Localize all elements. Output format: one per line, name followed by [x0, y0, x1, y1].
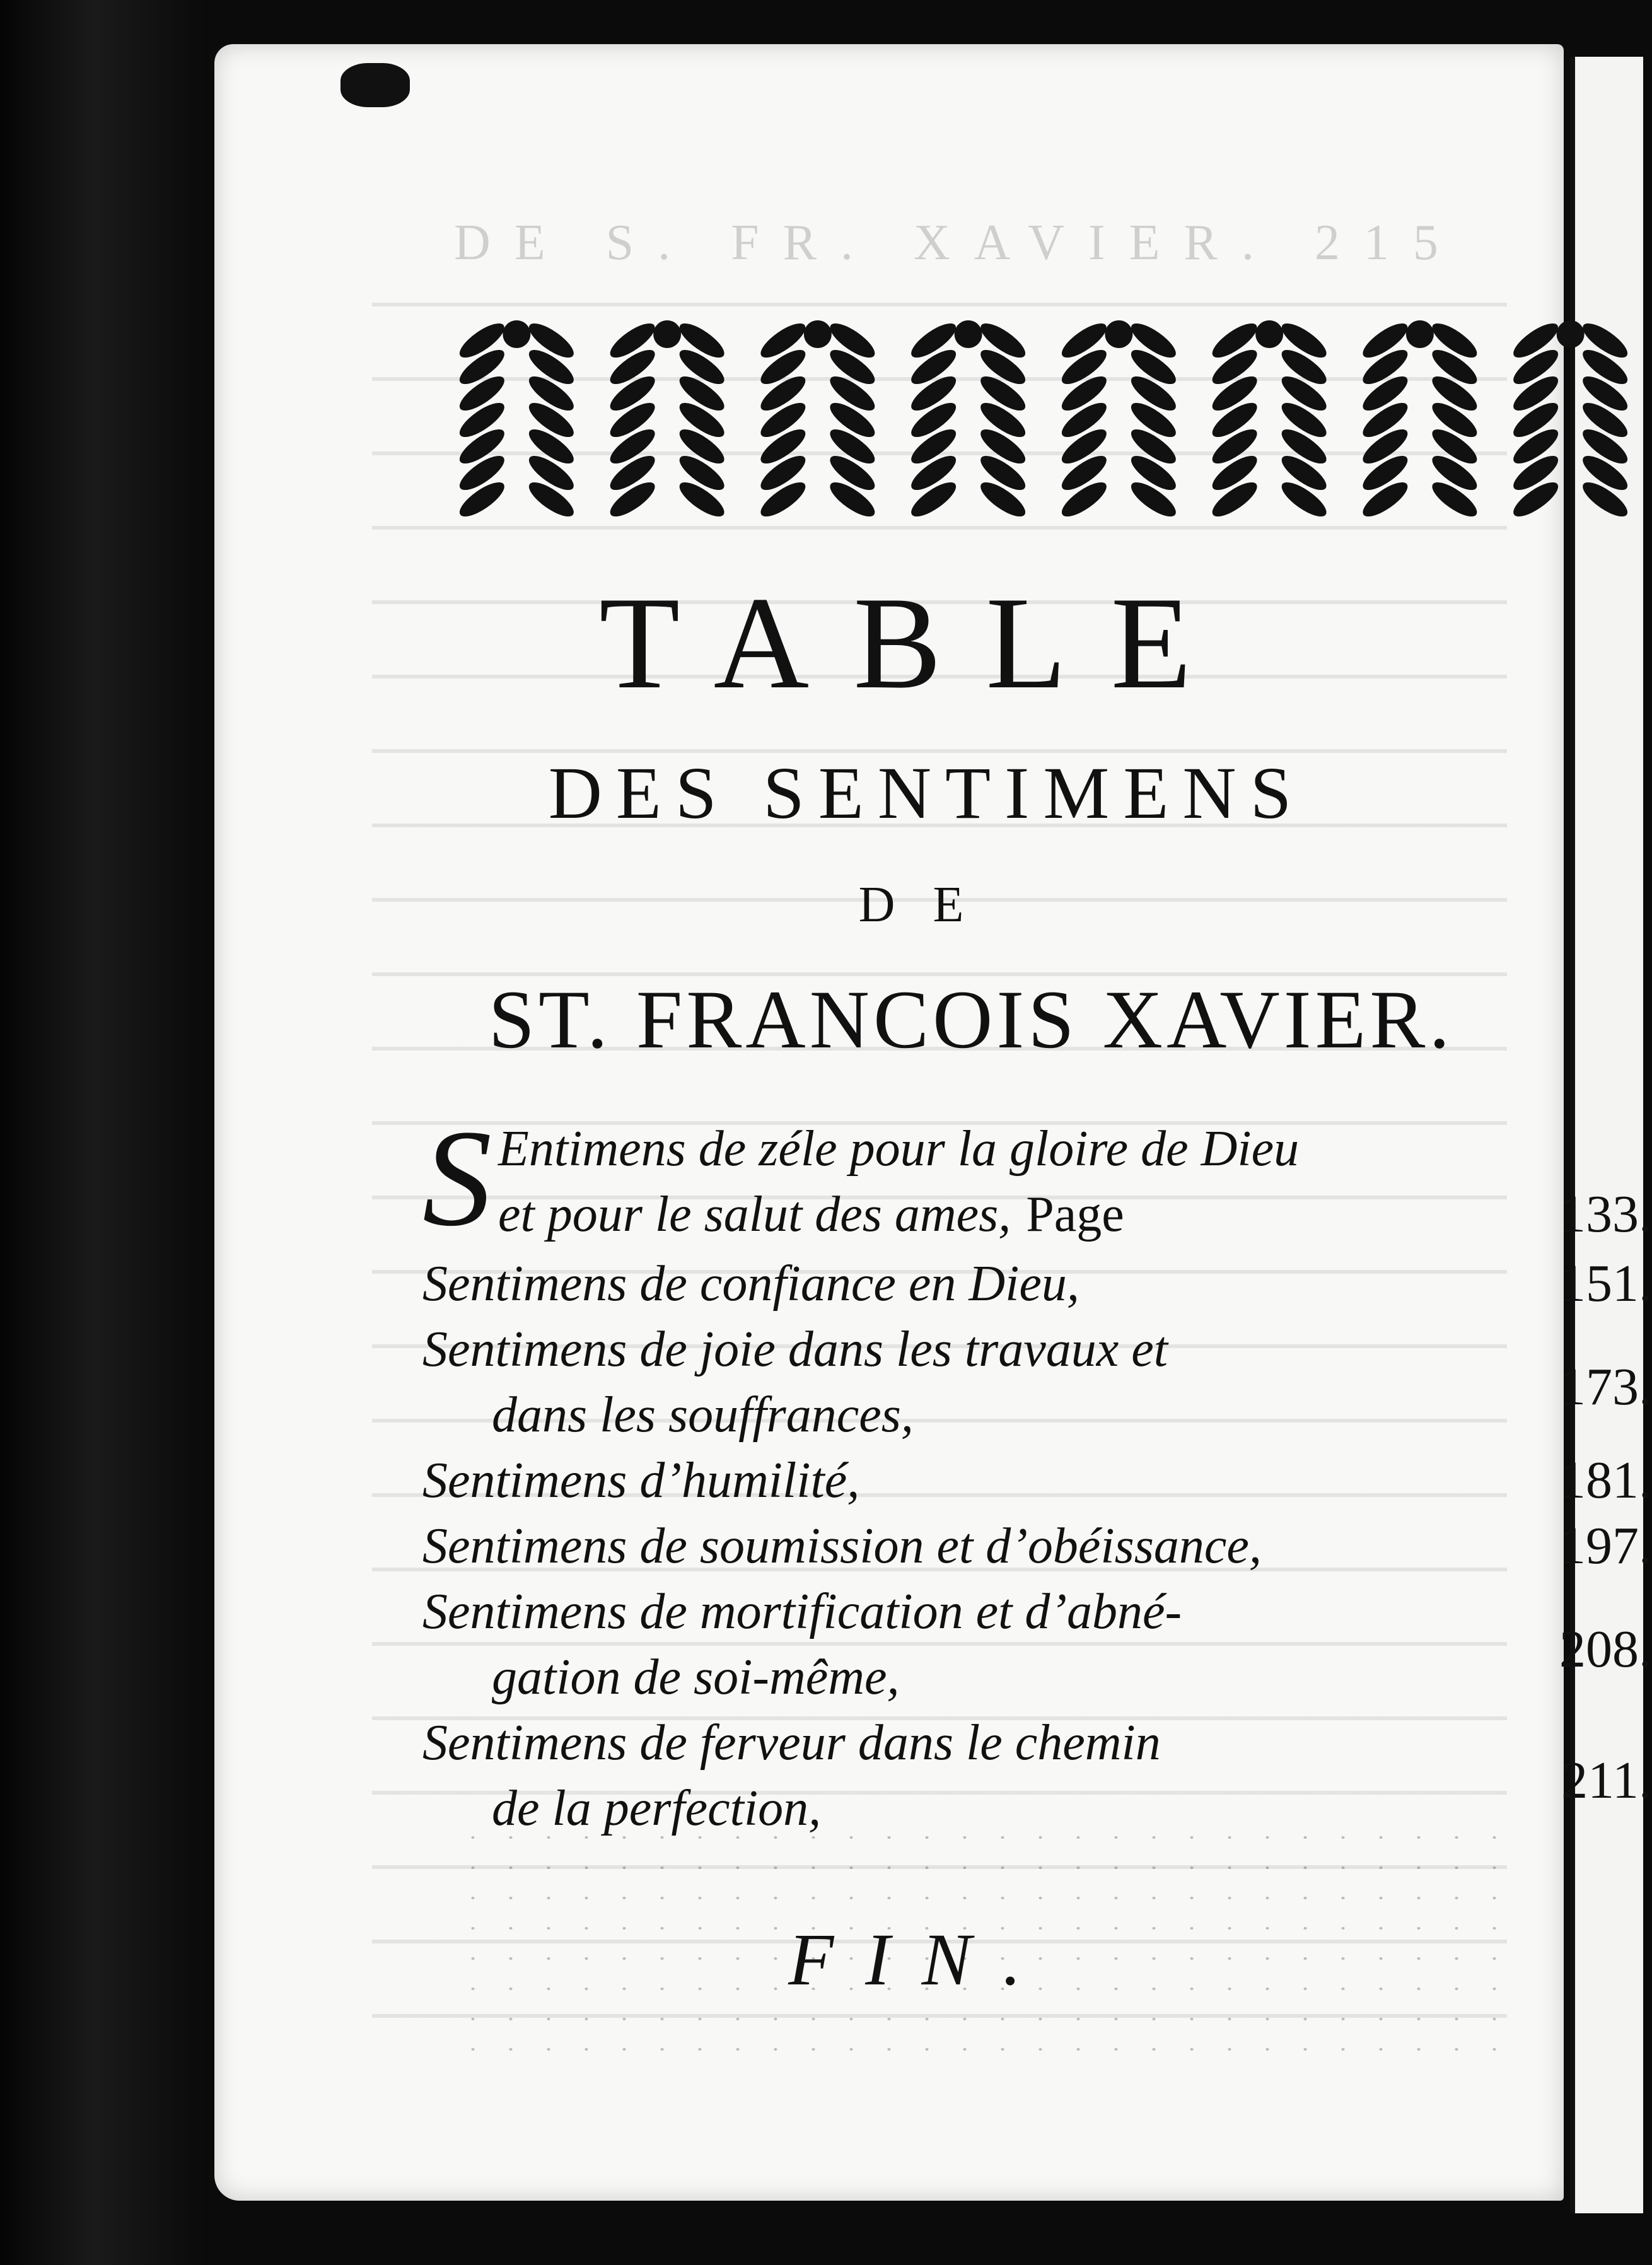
toc-entry-title: Sentimens d’humilité, — [422, 1453, 860, 1508]
toc-entry-continuation: dans les souffrances, — [492, 1387, 914, 1443]
book-spine — [0, 0, 208, 2265]
toc-entry — [422, 1101, 1652, 1255]
toc-page-number: 197. — [1559, 1517, 1652, 1575]
toc-entry-continuation: de la perfection, — [492, 1781, 822, 1836]
book-page — [214, 44, 1652, 2201]
toc-page-number: 151. — [1559, 1254, 1652, 1313]
toc-entry-title: Entimens de zéle pour la gloire de Dieu — [498, 1121, 1300, 1177]
preposition-de: DE — [858, 877, 1002, 933]
toc-entry-continuation — [422, 1182, 1652, 1247]
table-of-contents — [422, 1101, 1652, 1841]
toc-entry — [422, 1710, 1652, 1841]
ornament-motif — [907, 318, 1030, 523]
ornament-motif — [1509, 318, 1632, 523]
fin-mark: FIN. — [788, 1918, 1053, 2001]
page-subtitle: DES SENTIMENS — [548, 752, 1306, 834]
toc-entry — [422, 1251, 1652, 1317]
ornament-motif — [756, 318, 880, 523]
toc-page-number: 173. — [1559, 1358, 1652, 1416]
ornament-motif — [1057, 318, 1180, 523]
ornament-motif — [1358, 318, 1482, 523]
toc-entry-title: Sentimens de ferveur dans le chemin — [422, 1715, 1161, 1771]
toc-page-number: 181. — [1559, 1451, 1652, 1510]
toc-page-number: 208. — [1559, 1620, 1652, 1679]
toc-entry-continuation: gation de soi-même, — [492, 1650, 900, 1705]
toc-entry — [422, 1513, 1652, 1579]
page-title: TABLE — [599, 570, 1236, 716]
toc-entry — [422, 1448, 1652, 1513]
show-through-header: DE S. FR. XAVIER. 215 — [454, 215, 1462, 271]
ornament-motif — [605, 318, 729, 523]
toc-entry — [422, 1317, 1652, 1448]
ornament-motif — [455, 318, 578, 523]
toc-page-number: 133. — [1559, 1185, 1652, 1243]
toc-entry — [422, 1579, 1652, 1710]
ornament-motif — [1207, 318, 1331, 523]
toc-page-number: 211. — [1561, 1751, 1652, 1810]
toc-entry-title: Sentimens de mortification et d’abné- — [422, 1584, 1182, 1639]
saint-name: ST. FRANCOIS XAVIER. — [488, 973, 1454, 1066]
toc-entry-line2: et pour le salut des ames, — [498, 1187, 1011, 1242]
page-label: Page — [1026, 1187, 1124, 1242]
ink-stain — [340, 63, 410, 107]
drop-cap: S — [422, 1101, 492, 1255]
ornament-band — [441, 315, 1646, 542]
toc-entry-title: Sentimens de joie dans les travaux et — [422, 1322, 1168, 1377]
toc-entry-title: Sentimens de soumission et d’obéissance, — [422, 1518, 1262, 1574]
toc-entry-title: Sentimens de confiance en Dieu, — [422, 1256, 1079, 1312]
